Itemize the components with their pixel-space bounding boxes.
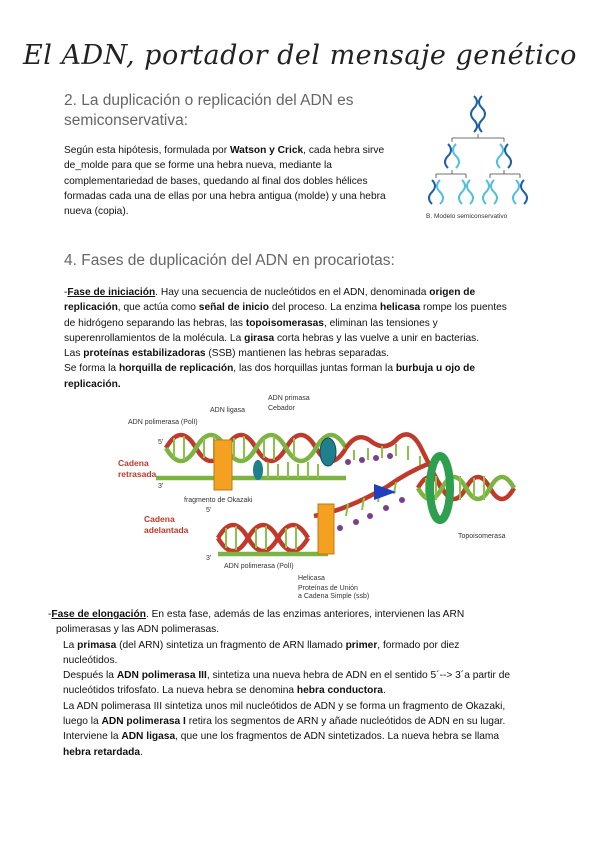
label-fragmento-okazaki: fragmento de Okazaki (184, 497, 253, 504)
dna-ligase-shape (253, 460, 263, 480)
svg-text:5': 5' (158, 439, 164, 446)
gen1-right-helix (497, 144, 511, 168)
label-cadena-adelantada-2: adelantada (144, 525, 189, 535)
section-2-heading (64, 91, 354, 131)
label-topoisomerasa: Topoisomerasa (458, 533, 506, 540)
label-proteinas-2: a Cadena Simple (ssb) (298, 593, 370, 600)
semiconservative-model-figure (422, 92, 534, 224)
label-adn-ligasa: ADN ligasa (210, 407, 246, 414)
svg-text:5': 5' (206, 507, 212, 514)
label-adn-primasa: ADN primasa (268, 395, 310, 402)
label-helicasa: Helicasa (298, 575, 325, 582)
replication-fork-diagram (118, 388, 518, 600)
label-cadena-retrasada-2: retrasada (118, 469, 157, 479)
semiconservative-caption: B. Modelo semiconservativo (426, 213, 508, 220)
iniciacion-paragraph: -Fase de iniciación. Hay una secuencia de nucleótidos en el ADN, denominada origen de replicación, que actúa como señal de inicio del proceso. La enzima helicasa rompe los puentes de hidrógeno separando las hebras, las topoisomerasas, eliminan las tensiones y superenrollamientos de la molécula. La girasa corta hebras y las vuelve a unir en bacterias. Las proteínas estabilizadoras (SSB) mantienen las hebras separadas. Se forma la horquilla de replicación, las dos horquillas juntas forman la burbuja u ojo de replicación. (64, 287, 507, 390)
gen1-left-helix (445, 144, 459, 168)
svg-text:3': 3' (206, 555, 212, 562)
dna-polymerase-leading (318, 504, 334, 554)
watson-crick: Watson y Crick (229, 145, 304, 156)
label-cadena-adelantada-1: Cadena (144, 514, 175, 524)
section-2-heading-line1: 2. La duplicación o replicación del ADN es (64, 92, 354, 109)
lagging-strand-helix (166, 435, 346, 461)
label-proteinas-1: Proteínas de Unión (298, 585, 358, 592)
section-2-paragraph: Según esta hipótesis, formulada por Watson y Crick, cada hebra sirve de_molde para que se forme una hebra nueva, mediante la complementariedad de bases, quedando al final dos dobles hélices formadas cada una de ellas por una hebra antigua (molde) y una hebra nueva (copia). (64, 145, 386, 218)
label-pol1-top: ADN polimerasa (PolI) (128, 419, 198, 426)
page-title: El ADN, portador del mensaje genético (23, 40, 577, 71)
dna-primase-shape (320, 438, 336, 466)
elongacion-paragraph: -Fase de elongación. En esta fase, además de las enzimas anteriores, intervienen las ARN polimerasas y las ADN polimerasas. La primasa (del ARN) sintetiza un fragmento de ARN llamado primer, formado por diez nucleótidos. Después la ADN polimerasa III, sintetiza una nueva hebra de ADN en el sentido 5´--> 3´a partir de nucleótidos trifosfato. La nueva hebra se denomina hebra conductora. La ADN polimerasa III sintetiza unos mil nucleótidos de ADN y se forma un fragmento de Okazaki, luego la ADN polimerasa I retira los segmentos de ARN y añade nucleótidos de ADN en su lugar. Interviene la ADN ligasa, que une los fragmentos de ADN sintetizados. La nueva hebra se llama hebra retardada. (48, 609, 511, 758)
gen2-helices (429, 180, 527, 204)
dna-polymerase-lagging (214, 440, 232, 490)
leading-strand-helix (218, 525, 308, 551)
label-cadena-retrasada-1: Cadena (118, 458, 149, 468)
label-pol-bottom: ADN polimerasa (PolI) (224, 563, 294, 570)
parent-helix (471, 96, 485, 132)
label-cebador: Cebador (268, 405, 295, 412)
section-2-heading-line2: semiconservativa: (64, 112, 189, 129)
fase-iniciacion-label: Fase de iniciación (67, 287, 156, 298)
fase-elongacion-label: Fase de elongación (51, 609, 146, 620)
section-4-heading: 4. Fases de duplicación del ADN en procariotas: (64, 252, 395, 269)
svg-text:3': 3' (158, 483, 164, 490)
